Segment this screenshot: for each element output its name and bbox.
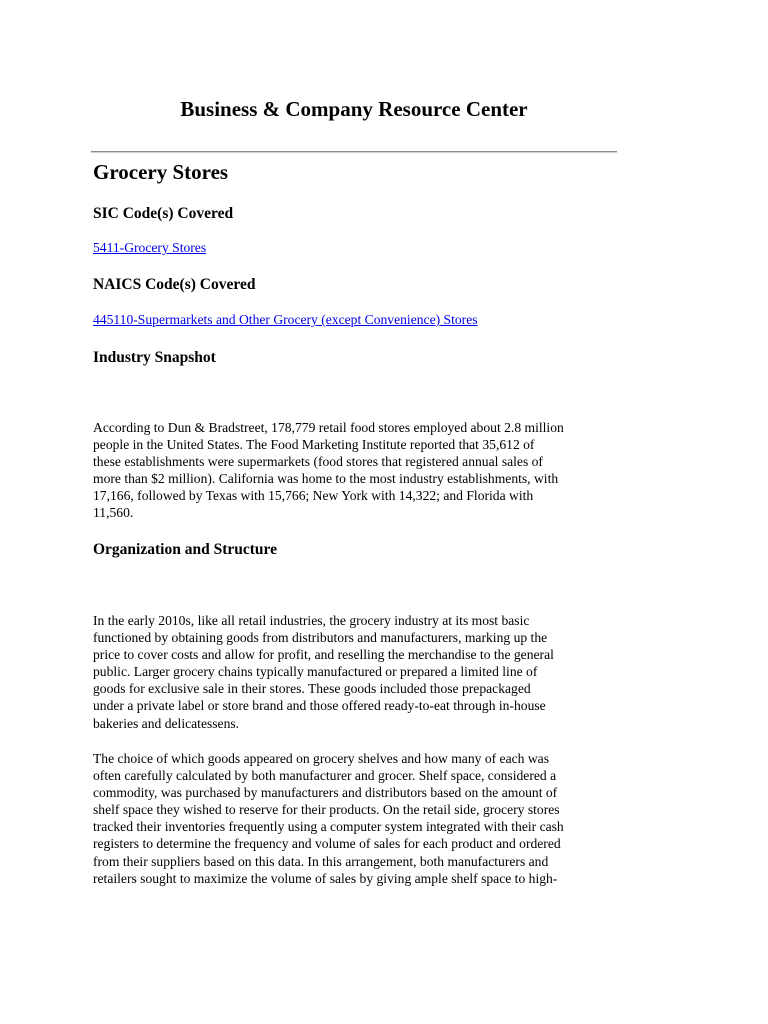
sic-code-link[interactable]: 5411-Grocery Stores <box>93 240 207 255</box>
paragraph-line: 17,166, followed by Texas with 15,766; New York with 14,322; and Florida with <box>93 488 534 504</box>
naics-heading: NAICS Code(s) Covered <box>93 276 256 293</box>
paragraph-line: bakeries and delicatessens. <box>93 715 240 731</box>
page-title: Grocery Stores <box>93 160 229 184</box>
paragraph-line: retailers sought to maximize the volume of sales by giving ample shelf space to high- <box>93 870 558 886</box>
paragraph-line: public. Larger grocery chains typically manufactured or prepared a limited line of <box>93 664 538 680</box>
snapshot-paragraph <box>93 419 623 522</box>
paragraph-line: people in the United States. The Food Marketing Institute reported that 35,612 of <box>93 437 535 453</box>
organization-paragraph-1 <box>93 612 623 732</box>
header-divider <box>91 151 617 153</box>
paragraph-line: goods for exclusive sale in their stores. These goods included those prepackaged <box>93 681 531 697</box>
paragraph-line: shelf space they wished to reserve for their products. On the retail side, grocery stores <box>93 802 560 818</box>
naics-code-link[interactable]: 445110-Supermarkets and Other Grocery (except Convenience) Stores <box>93 312 478 327</box>
paragraph-line: The choice of which goods appeared on grocery shelves and how many of each was <box>93 751 549 766</box>
organization-heading: Organization and Structure <box>93 541 277 558</box>
paragraph-line: from their suppliers based on this data. In this arrangement, both manufacturers and <box>93 853 549 869</box>
paragraph-line: functioned by obtaining goods from distributors and manufacturers, marking up the <box>93 630 548 646</box>
paragraph-line: often carefully calculated by both manufacturer and grocer. Shelf space, considered a <box>93 768 557 784</box>
paragraph-line: registers to determine the frequency and volume of sales for each product and ordered <box>93 836 561 852</box>
paragraph-line: these establishments were supermarkets (food stores that registered annual sales of <box>93 454 543 470</box>
paragraph-line: under a private label or store brand and those offered ready-to-eat through in-house <box>93 698 546 714</box>
paragraph-line: commodity, was purchased by manufacturers and distributors based on the amount of <box>93 785 558 801</box>
snapshot-heading: Industry Snapshot <box>93 349 216 366</box>
paragraph-line: more than $2 million). California was home to the most industry establishments, with <box>93 471 559 487</box>
paragraph-line: tracked their inventories frequently using a computer system integrated with their cash <box>93 819 564 835</box>
sic-heading: SIC Code(s) Covered <box>93 205 234 222</box>
organization-paragraph-2 <box>93 750 623 887</box>
paragraph-line: 11,560. <box>93 505 134 521</box>
paragraph-line: price to cover costs and allow for profit, and reselling the merchandise to the general <box>93 647 554 663</box>
site-title: Business & Company Resource Center <box>180 97 528 121</box>
paragraph-line: In the early 2010s, like all retail industries, the grocery industry at its most basic <box>93 613 530 628</box>
paragraph-line: According to Dun & Bradstreet, 178,779 retail food stores employed about 2.8 million <box>93 420 564 435</box>
